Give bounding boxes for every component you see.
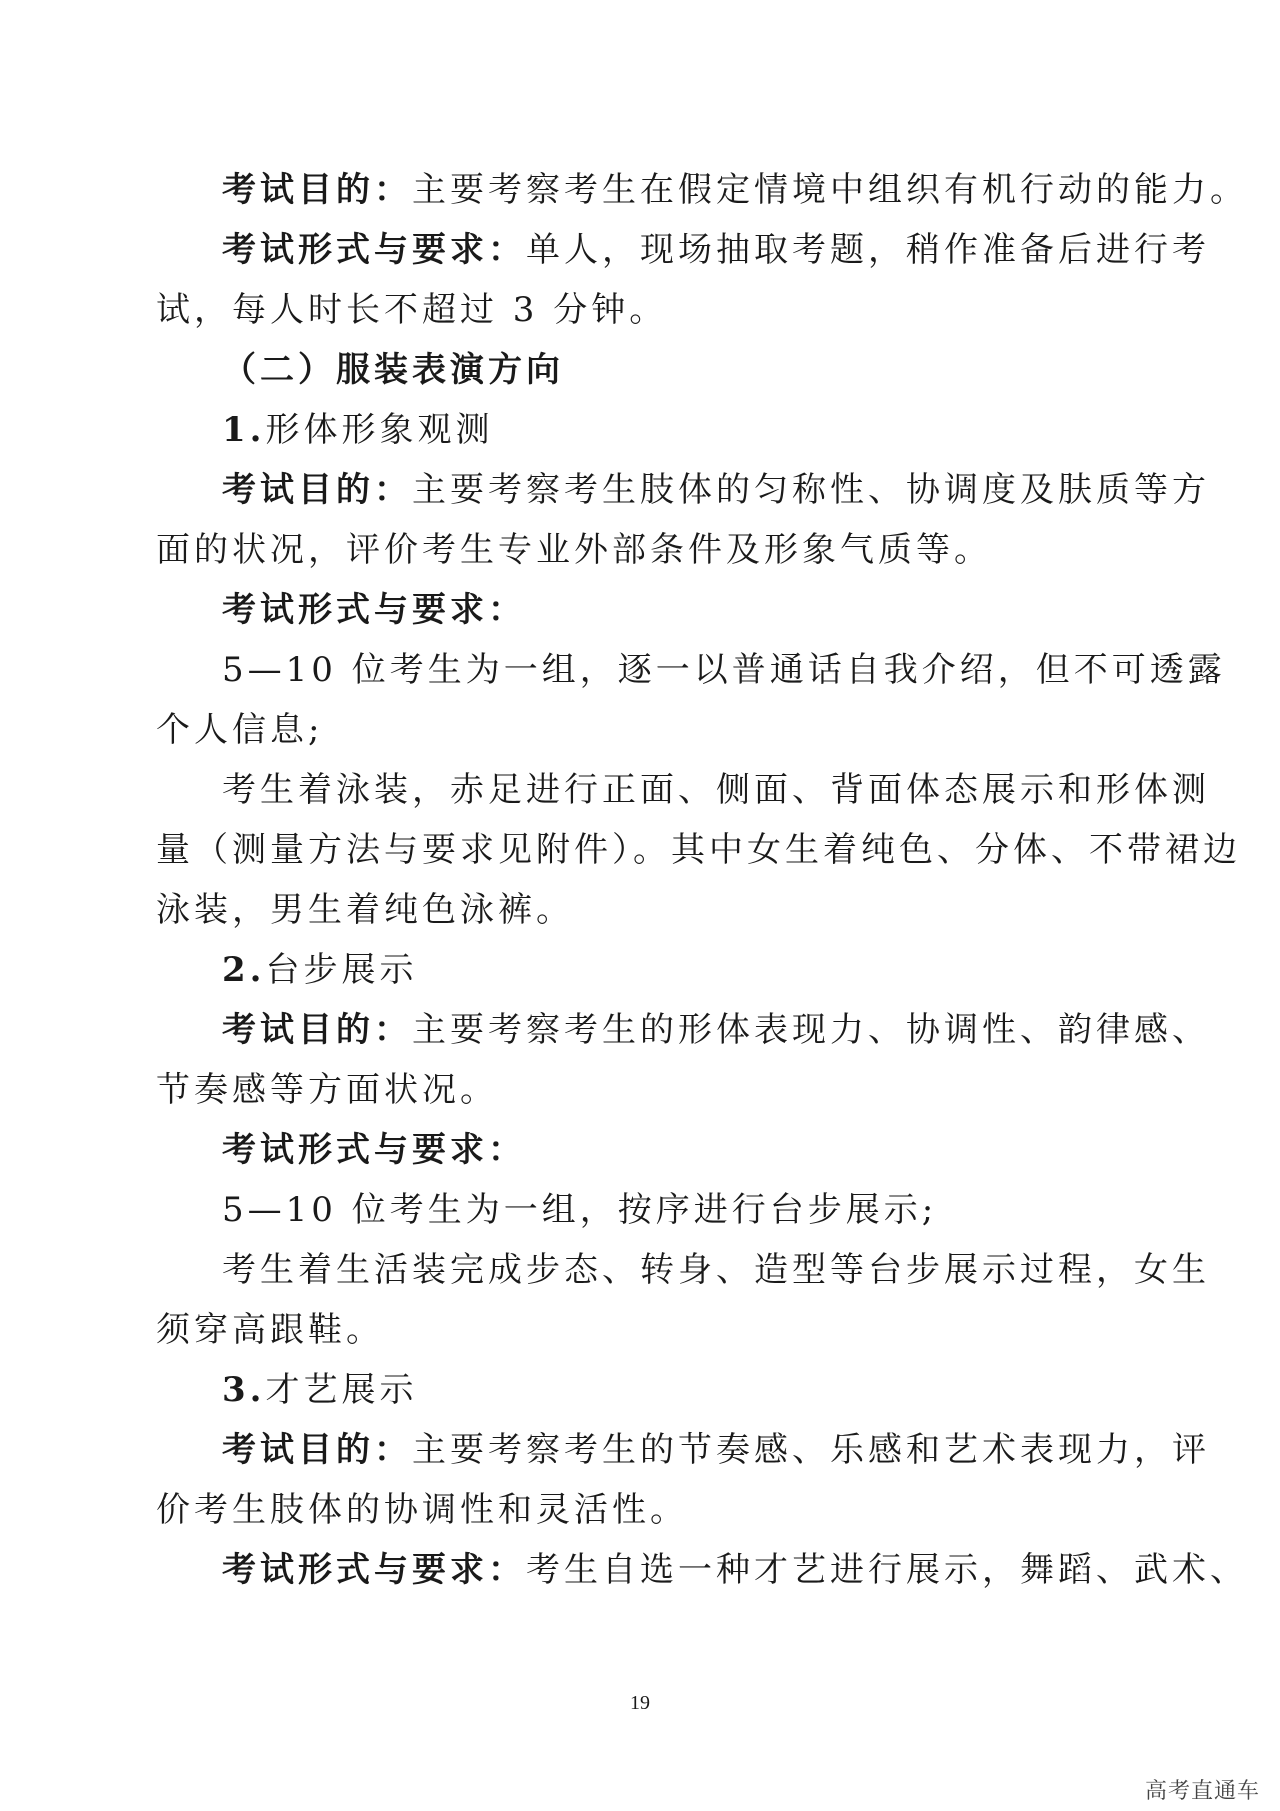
text: 考生自选一种才艺进行展示，舞蹈、武术、 <box>526 1550 1248 1590</box>
label: 考试形式与要求： <box>222 590 526 630</box>
paragraph-line <box>156 1540 1248 1600</box>
text: 泳装，男生着纯色泳裤。 <box>156 890 574 930</box>
paragraph-line <box>156 1300 1131 1360</box>
heading-number: 1. <box>222 410 266 450</box>
heading: 台步展示 <box>265 950 418 990</box>
paragraph-line <box>156 520 1131 580</box>
text: 单人，现场抽取考题，稍作准备后进行考 <box>526 230 1210 270</box>
text: 考生着泳装，赤足进行正面、侧面、背面体态展示和形体测 <box>222 770 1210 810</box>
heading: 形体形象观测 <box>265 410 494 450</box>
label: 考试形式与要求： <box>222 1130 526 1170</box>
watermark: 高考直通车 <box>1145 1779 1261 1804</box>
text: 主要考察考生在假定情境中组织有机行动的能力。 <box>412 170 1248 210</box>
page-number: 19 <box>630 1692 650 1714</box>
section-heading <box>156 340 1131 400</box>
label: 考试目的： <box>222 470 412 510</box>
paragraph-line <box>156 460 1210 520</box>
text: 价考生肢体的协调性和灵活性。 <box>156 1490 688 1530</box>
heading: （二）服装表演方向 <box>222 350 564 390</box>
text: 主要考察考生的节奏感、乐感和艺术表现力，评 <box>412 1430 1210 1470</box>
paragraph-line <box>156 580 1131 640</box>
paragraph-line <box>156 1000 1210 1060</box>
paragraph-line <box>156 220 1210 280</box>
paragraph-line <box>156 820 1241 880</box>
subsection-heading <box>156 400 1131 460</box>
label: 考试目的： <box>222 170 412 210</box>
heading-number: 2. <box>222 950 266 990</box>
text: 须穿高跟鞋。 <box>156 1310 384 1350</box>
paragraph-line <box>156 160 1248 220</box>
text: 5—10 位考生为一组，逐一以普通话自我介绍，但不可透露 <box>222 650 1226 690</box>
paragraph-line <box>156 1060 1131 1120</box>
document-body <box>156 160 1248 1600</box>
paragraph-line <box>156 280 1131 340</box>
subsection-heading <box>156 940 1131 1000</box>
paragraph-line <box>156 1120 1131 1180</box>
paragraph-line <box>156 760 1210 820</box>
label: 考试形式与要求： <box>222 230 526 270</box>
label: 考试目的： <box>222 1010 412 1050</box>
paragraph-line <box>156 1180 1131 1240</box>
label: 考试目的： <box>222 1430 412 1470</box>
text: 面的状况，评价考生专业外部条件及形象气质等。 <box>156 530 992 570</box>
text: 个人信息; <box>156 710 324 750</box>
paragraph-line <box>156 1420 1210 1480</box>
text: 考生着生活装完成步态、转身、造型等台步展示过程，女生 <box>222 1250 1210 1290</box>
text: 5—10 位考生为一组，按序进行台步展示; <box>222 1190 938 1230</box>
text: 量（测量方法与要求见附件）。其中女生着纯色、分体、不带裙边 <box>156 830 1241 870</box>
subsection-heading <box>156 1360 1131 1420</box>
paragraph-line <box>156 1480 1131 1540</box>
paragraph-line <box>156 700 1131 760</box>
text: 主要考察考生的形体表现力、协调性、韵律感、 <box>412 1010 1210 1050</box>
paragraph-line <box>156 880 1131 940</box>
paragraph-line <box>156 640 1226 700</box>
text: 节奏感等方面状况。 <box>156 1070 498 1110</box>
label: 考试形式与要求： <box>222 1550 526 1590</box>
heading: 才艺展示 <box>265 1370 418 1410</box>
text: 主要考察考生肢体的匀称性、协调度及肤质等方 <box>412 470 1210 510</box>
heading-number: 3. <box>222 1370 266 1410</box>
paragraph-line <box>156 1240 1210 1300</box>
text: 试，每人时长不超过 3 分钟。 <box>156 290 668 330</box>
